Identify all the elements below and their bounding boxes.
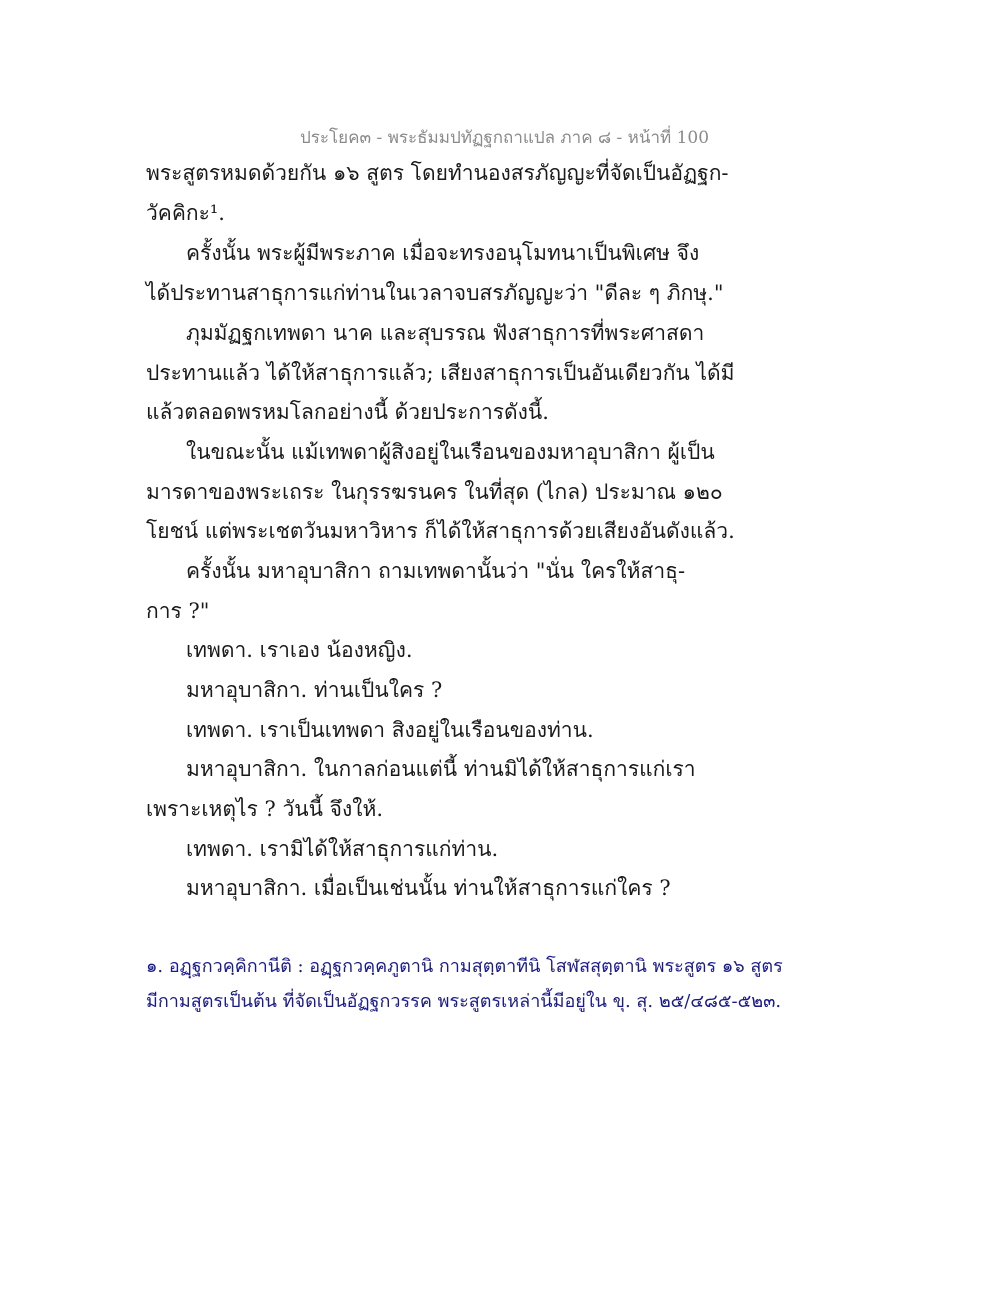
body-line: เทพดา. เรามิได้ให้สาธุการแก่ท่าน. xyxy=(186,837,499,861)
body-line: มหาอุบาสิกา. เมื่อเป็นเช่นนั้น ท่านให้สาธุการแก่ใคร ? xyxy=(186,876,671,900)
body-line: ครั้งนั้น มหาอุบาสิกา ถามเทพดานั้นว่า "นั่น ใครให้สาธุ- xyxy=(186,559,686,583)
body-line: เทพดา. เราเอง น้องหญิง. xyxy=(186,638,413,662)
body-line: วัคคิกะ¹. xyxy=(146,201,225,225)
body-line: พระสูตรหมดด้วยกัน ๑๖ สูตร โดยทำนองสรภัญญะที่จัดเป็นอัฏฐก- xyxy=(146,161,729,185)
body-line: มหาอุบาสิกา. ในกาลก่อนแต่นี้ ท่านมิได้ให้สาธุการแก่เรา xyxy=(186,757,696,781)
body-line: การ ?" xyxy=(146,599,210,623)
footnote-line: มีกามสูตรเป็นต้น ที่จัดเป็นอัฏฐกวรรค พระสูตรเหล่านี้มีอยู่ใน ขุ. สุ. ๒๕/๔๘๕-๕๒๓. xyxy=(146,991,782,1012)
body-line: โยชน์ แต่พระเชตวันมหาวิหาร ก็ได้ให้สาธุการด้วยเสียงอันดังแล้ว. xyxy=(146,519,735,543)
body-line: เพราะเหตุไร ? วันนี้ จึงให้. xyxy=(146,797,383,821)
footnote-line: ๑. อฏฺฐกวคฺคิกานีติ : อฏฺฐกวคฺคภูตานิ กามสุตฺตาทีนิ โสฬสสุตฺตานิ พระสูตร ๑๖ สูตร xyxy=(146,956,783,977)
body-line: มารดาของพระเถระ ในกุรรฆรนคร ในที่สุด (ไกล) ประมาณ ๑๒๐ xyxy=(146,480,723,504)
body-line: เทพดา. เราเป็นเทพดา สิงอยู่ในเรือนของท่าน. xyxy=(186,718,594,742)
body-line: แล้วตลอดพรหมโลกอย่างนี้ ด้วยประการดังนี้. xyxy=(146,400,549,424)
body-line: ครั้งนั้น พระผู้มีพระภาค เมื่อจะทรงอนุโมทนาเป็นพิเศษ จึง xyxy=(186,241,700,265)
body-line: ได้ประทานสาธุการแก่ท่านในเวลาจบสรภัญญะว่า "ดีละ ๆ ภิกษุ." xyxy=(146,281,724,305)
body-line: ประทานแล้ว ได้ให้สาธุการแล้ว; เสียงสาธุการเป็นอันเดียวกัน ได้มี xyxy=(146,361,735,385)
body-line: ภุมมัฏฐกเทพดา นาค และสุบรรณ ฟังสาธุการที่พระศาสดา xyxy=(186,321,705,345)
body-line: ในขณะนั้น แม้เทพดาผู้สิงอยู่ในเรือนของมหาอุบาสิกา ผู้เป็น xyxy=(186,440,715,464)
page-header: ประโยค๓ - พระธัมมปทัฏฐกถาแปล ภาค ๘ - หน้าที่ 100 xyxy=(300,128,710,148)
body-line: มหาอุบาสิกา. ท่านเป็นใคร ? xyxy=(186,678,443,702)
